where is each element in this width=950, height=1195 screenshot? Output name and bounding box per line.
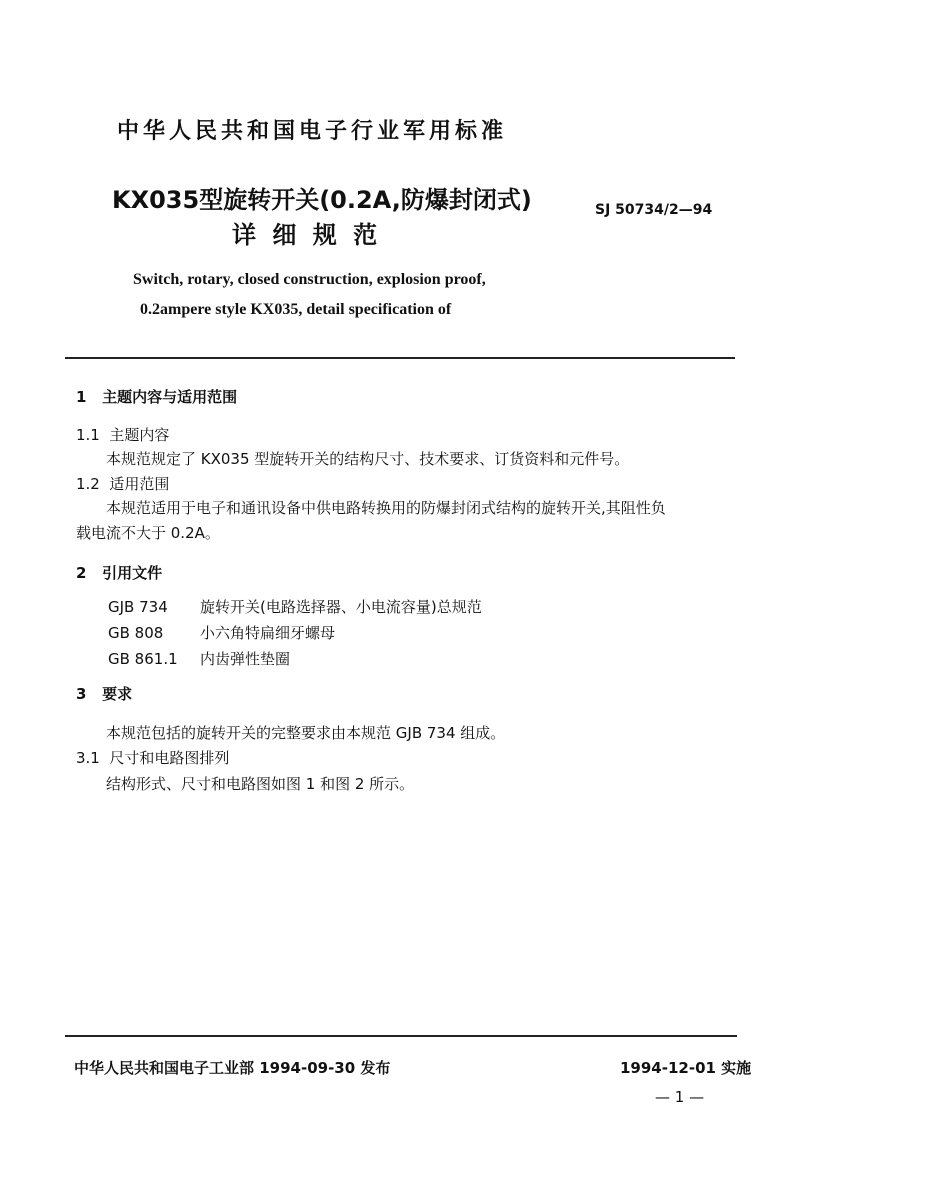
- page-number: — 1 —: [655, 1088, 705, 1106]
- section-3-1-heading: [76, 747, 229, 768]
- footer-divider: [65, 1035, 737, 1037]
- reference-code: GB 808: [108, 624, 164, 642]
- effective-date: 1994-12-01 实施: [620, 1059, 752, 1077]
- section-number: 1.1: [76, 426, 100, 444]
- section-title: 尺寸和电路图排列: [109, 749, 230, 767]
- section-title: 要求: [102, 685, 133, 703]
- section-1-2-text-1: 本规范适用于电子和通讯设备中供电路转换用的防爆封闭式结构的旋转开关,其阻性负: [106, 499, 666, 517]
- section-2-heading: [76, 562, 162, 583]
- section-number: 2: [76, 564, 87, 582]
- issuer-header: 中华人民共和国电子行业军用标准: [117, 119, 508, 144]
- title-line2: 详 细 规 范: [232, 221, 382, 249]
- title-line1: KX035型旋转开关(0.2A,防爆封闭式): [112, 186, 532, 214]
- section-number: 3.1: [76, 749, 100, 767]
- english-title-line2: 0.2ampere style KX035, detail specification of: [140, 301, 452, 318]
- reference-name: 内齿弹性垫圈: [200, 650, 291, 668]
- reference-row: [108, 622, 335, 643]
- section-title: 主题内容与适用范围: [102, 388, 238, 406]
- reference-row: [108, 596, 482, 617]
- reference-name: 小六角特扁细牙螺母: [200, 624, 336, 642]
- section-title: 引用文件: [102, 564, 163, 582]
- section-3-heading: [76, 683, 132, 704]
- section-title: 适用范围: [109, 475, 170, 493]
- reference-name: 旋转开关(电路选择器、小电流容量)总规范: [200, 598, 482, 616]
- section-3-1-text: 结构形式、尺寸和电路图如图 1 和图 2 所示。: [106, 775, 415, 793]
- section-3-text: 本规范包括的旋转开关的完整要求由本规范 GJB 734 组成。: [106, 724, 506, 742]
- english-title-line1: Switch, rotary, closed construction, explosion proof,: [133, 271, 486, 288]
- header-divider: [65, 357, 735, 359]
- standard-code: SJ 50734/2—94: [595, 202, 713, 218]
- section-1-heading: [76, 386, 237, 407]
- reference-code: GB 861.1: [108, 650, 178, 668]
- section-1-2-text-2: 载电流不大于 0.2A。: [76, 524, 220, 542]
- reference-row: [108, 648, 290, 669]
- section-1-2-heading: [76, 473, 169, 494]
- section-1-1-heading: [76, 424, 169, 445]
- reference-code: GJB 734: [108, 598, 168, 616]
- issued-date: 中华人民共和国电子工业部 1994-09-30 发布: [74, 1059, 391, 1077]
- section-title: 主题内容: [109, 426, 170, 444]
- section-number: 1.2: [76, 475, 100, 493]
- section-number: 1: [76, 388, 87, 406]
- section-1-1-text: 本规范规定了 KX035 型旋转开关的结构尺寸、技术要求、订货资料和元件号。: [106, 450, 630, 468]
- section-number: 3: [76, 685, 87, 703]
